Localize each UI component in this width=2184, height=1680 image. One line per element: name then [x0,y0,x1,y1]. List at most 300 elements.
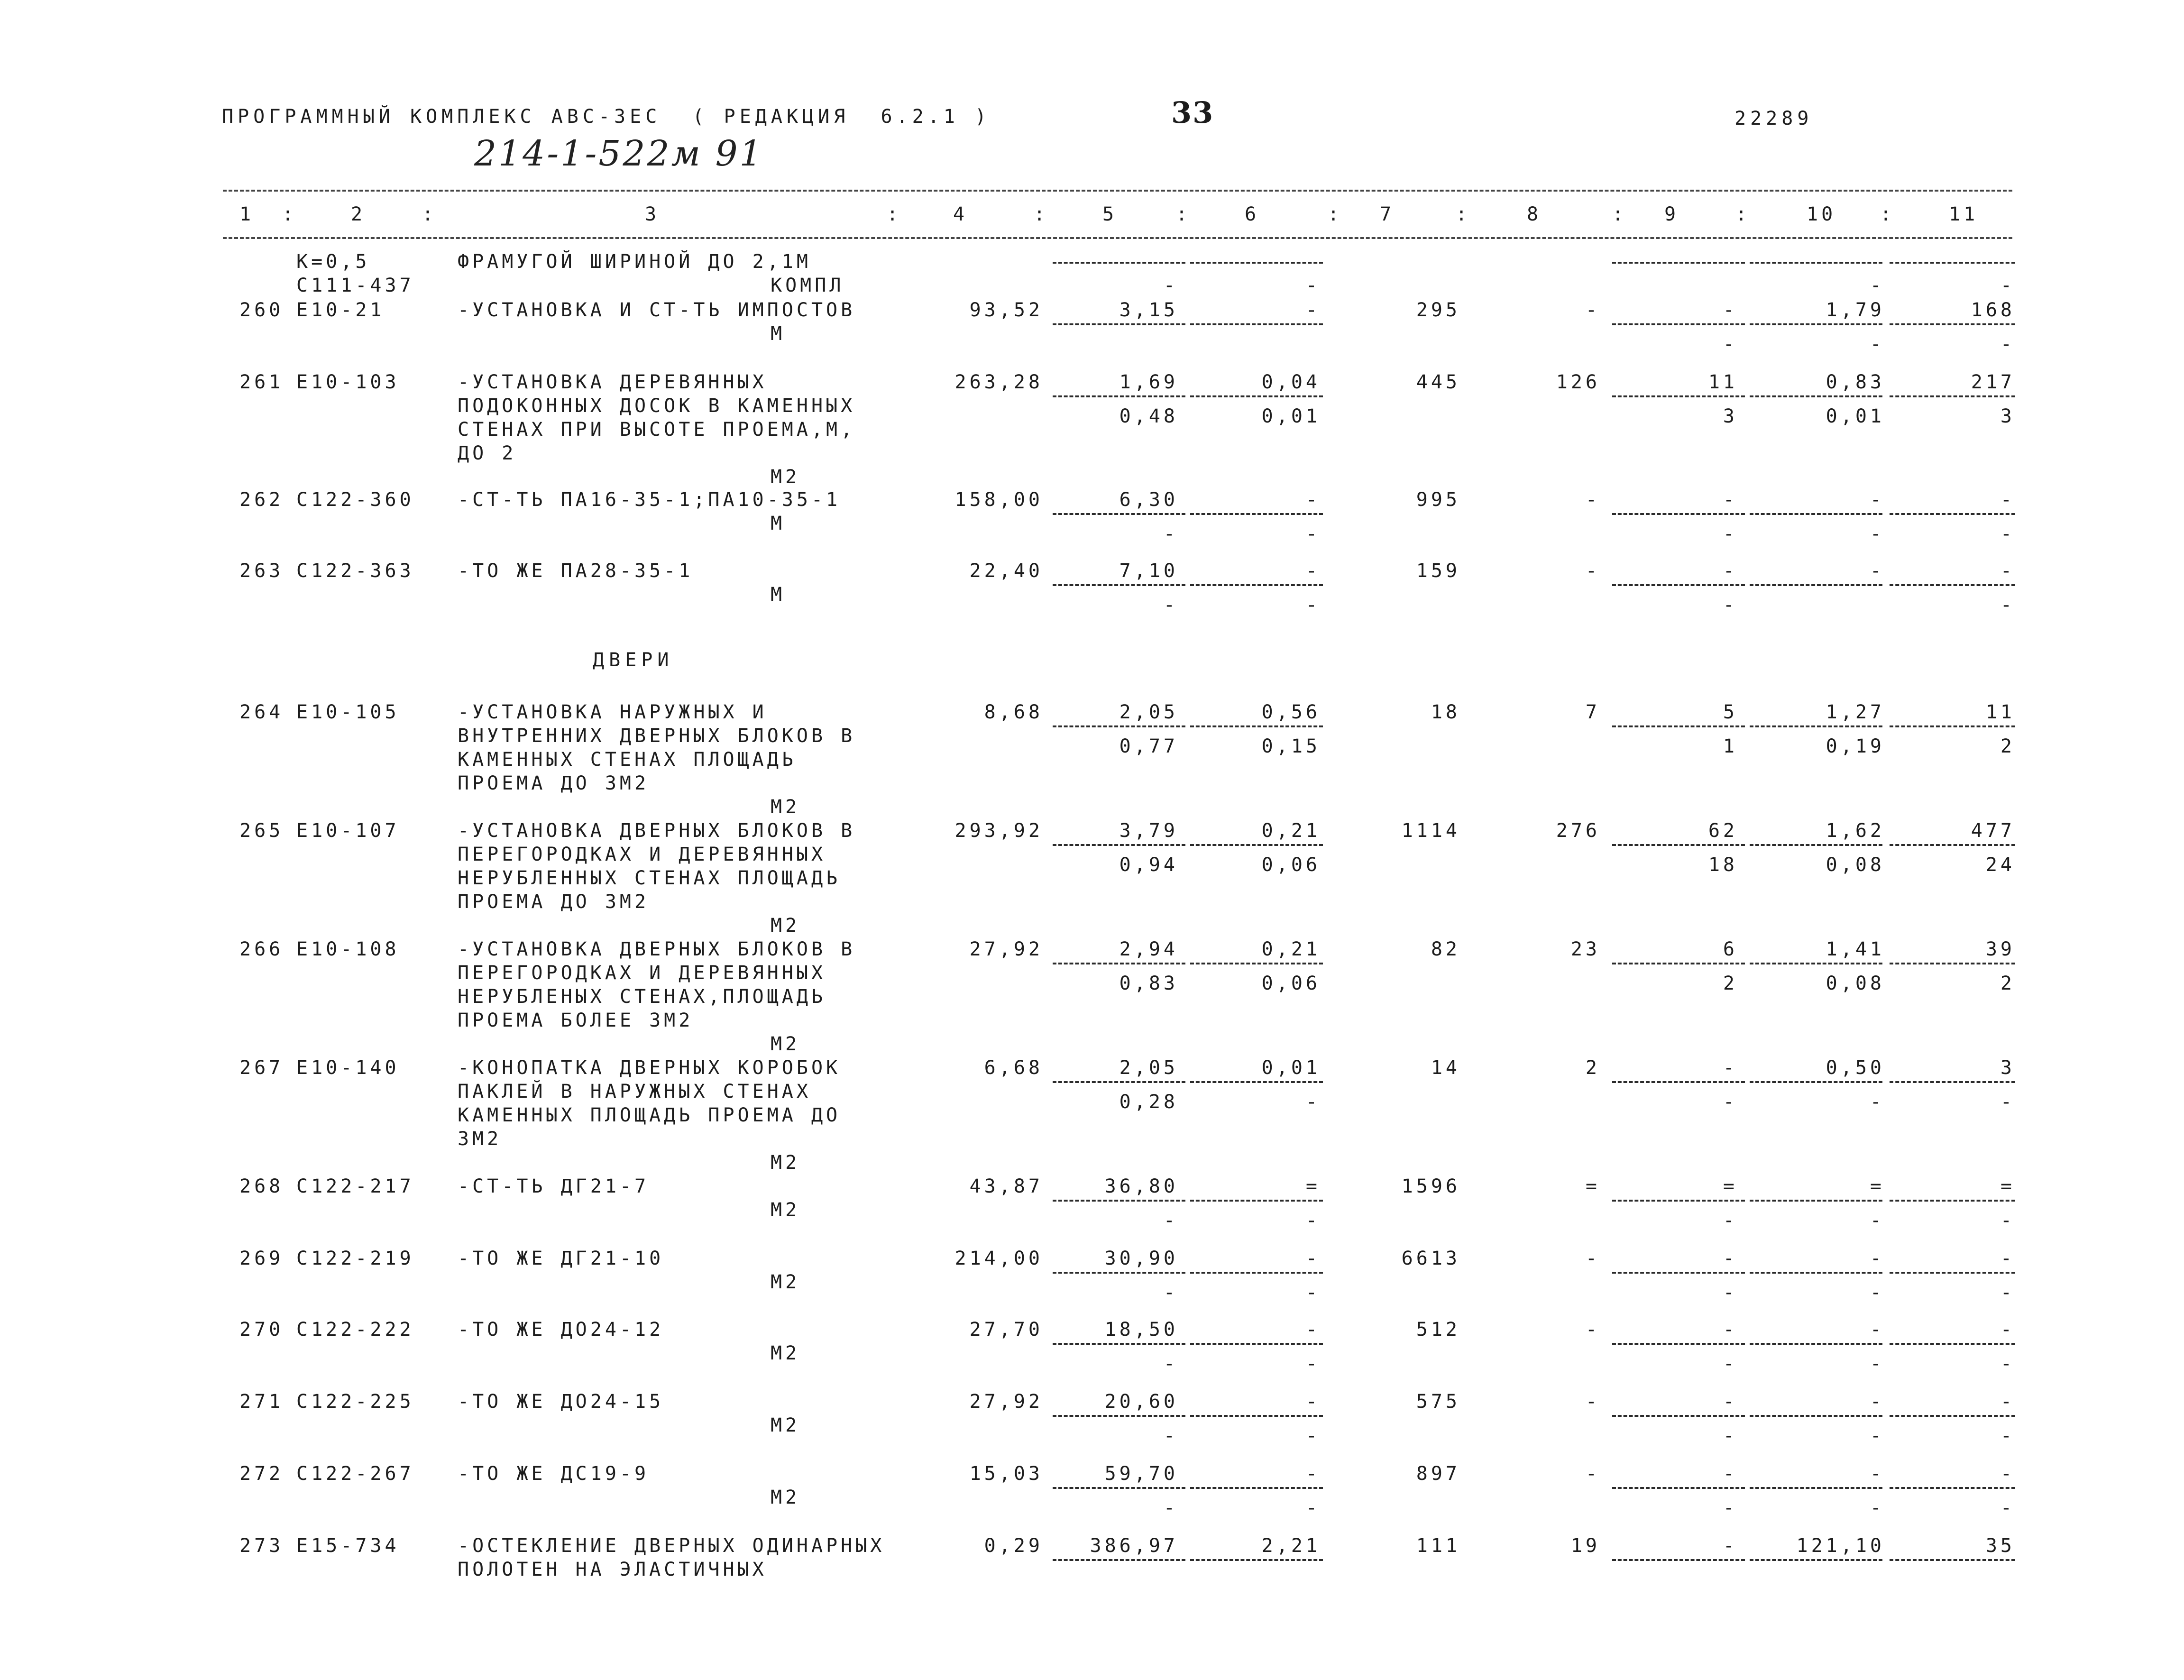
value-col-8: - [1585,1319,1600,1340]
cell-divider-line [1890,1487,2015,1489]
value-col-11-secondary: - [2000,1091,2015,1113]
value-col-10-secondary: - [1870,1210,1885,1231]
value-col-9: - [1723,560,1738,582]
cell-divider-line [1053,1343,1185,1345]
cell-divider-line [1053,1272,1185,1274]
value-col-6: - [1305,489,1321,511]
value-col-5-secondary: - [1163,1497,1178,1519]
cell-divider-line [1053,513,1185,515]
cell-divider-line [1053,963,1185,964]
value-col-6-secondary: - [1305,594,1321,616]
cell-divider-line [1612,513,1745,515]
column-header-cell: : [1034,203,1049,225]
cell-divider-line [1612,725,1745,727]
value-col-9-secondary: - [1723,1497,1738,1519]
cell-divider-line [1190,1415,1323,1417]
value-col-5-secondary: - [1163,523,1178,545]
value-col-6: 0,56 [1261,701,1321,723]
cell-divider-line [1890,1272,2015,1274]
value-col-10-secondary: - [1870,1091,1885,1113]
cell-divider-line [1750,1081,1882,1083]
value-col-7: 1596 [1401,1175,1460,1197]
value-col-10: 1,62 [1826,820,1885,842]
value-col-6: = [1305,1175,1321,1197]
value-col-6-secondary: 0,06 [1261,973,1321,994]
value-col-10-secondary: 0,08 [1826,973,1885,994]
value-col-11: - [2000,560,2015,582]
cell-divider-line [1890,1343,2015,1345]
value-col-5: 2,05 [1119,1057,1178,1079]
value-col-11-secondary: 2 [2000,973,2015,994]
rate-code: С122-363 [296,560,414,582]
value-col-9: - [1723,1391,1738,1413]
value-col-11: 217 [1971,371,2015,393]
column-header-cell: 9 [1664,203,1679,225]
cell-divider-line [1612,1081,1745,1083]
value-col-5: 30,90 [1104,1248,1178,1269]
cell-divider-line [1190,262,1323,264]
cell-divider-line [1890,844,2015,846]
value-col-9: 6 [1723,938,1738,960]
value-col-6: - [1305,1463,1321,1485]
value-col-6: - [1305,1319,1321,1340]
cell-divider-line [1190,1343,1323,1345]
work-description: ПРОЕМА ДО 3М2 [458,772,650,794]
cell-divider-line [1750,395,1882,397]
value-col-8: 2 [1585,1057,1600,1079]
rate-code: С122-267 [296,1463,414,1485]
cell-divider-line [1890,963,2015,964]
value-col-6: 0,21 [1261,938,1321,960]
value-col-5: 1,69 [1119,371,1178,393]
value-col-5: 20,60 [1104,1391,1178,1413]
value-col-9: = [1723,1175,1738,1197]
cell-divider-line [1750,844,1882,846]
cell-divider-line [1612,1559,1745,1561]
work-description: -ТО ЖЕ ДО24-12 [458,1319,664,1340]
value-col-7: 6613 [1401,1248,1460,1269]
column-header-cell: 4 [953,203,968,225]
value-col-5: 6,30 [1119,489,1178,511]
value-col-6: - [1305,560,1321,582]
work-description: -ОСТЕКЛЕНИЕ ДВЕРНЫХ ОДИНАРНЫХ [458,1535,885,1557]
value-col-5: 2,94 [1119,938,1178,960]
value-col-7: 1114 [1401,820,1460,842]
value-col-5: 2,05 [1119,701,1178,723]
cell-divider-line [1750,323,1882,325]
cell-divider-line [1750,584,1882,586]
value-col-6-secondary: 0,15 [1261,735,1321,757]
rate-code: Е10-105 [296,701,400,723]
cell-divider-line [1053,844,1185,846]
unit-of-measure: М2 [771,1271,800,1293]
value-col-5: 18,50 [1104,1319,1178,1340]
value-col-10-secondary: - [1870,1353,1885,1375]
cell-divider-line [1750,963,1882,964]
work-description: ФРАМУГОЙ ШИРИНОЙ ДО 2,1М [458,251,811,273]
cell-divider-line [1053,1415,1185,1417]
value-col-4: 293,92 [954,820,1043,842]
value-col-4: 263,28 [954,371,1043,393]
value-col-8: 19 [1570,1535,1600,1557]
value-col-9: 5 [1723,701,1738,723]
value-col-6: 0,01 [1261,1057,1321,1079]
cell-divider-line [1053,262,1185,264]
rate-code: Е10-107 [296,820,400,842]
column-header-cell: : [282,203,297,225]
value-col-6: - [1305,275,1321,296]
column-header-cell: 8 [1527,203,1542,225]
header-rule-top [223,190,2012,192]
cell-divider-line [1190,1559,1323,1561]
value-col-9-secondary: 2 [1723,973,1738,994]
value-col-4: 27,92 [969,938,1043,960]
work-description: ПОДОКОННЫХ ДОСОК В КАМЕННЫХ [458,395,856,417]
value-col-11: 39 [1985,938,2015,960]
work-description: -ТО ЖЕ ДО24-15 [458,1391,664,1413]
value-col-6: 2,21 [1261,1535,1321,1557]
column-header-cell: : [887,203,902,225]
value-col-11: 35 [1985,1535,2015,1557]
unit-of-measure: М [771,584,786,606]
cell-divider-line [1053,1081,1185,1083]
cell-divider-line [1890,584,2015,586]
value-col-5: 36,80 [1104,1175,1178,1197]
value-col-5-secondary: 0,83 [1119,973,1178,994]
cell-divider-line [1190,725,1323,727]
value-col-6-secondary: - [1305,1210,1321,1231]
cell-divider-line [1053,1200,1185,1202]
value-col-11: - [2000,1248,2015,1269]
cell-divider-line [1890,1200,2015,1202]
work-description: ПРОЕМА ДО 3М2 [458,891,650,913]
value-col-9-secondary: - [1723,1353,1738,1375]
work-description: -СТ-ТЬ ДГ21-7 [458,1175,650,1197]
rate-code: Е10-103 [296,371,400,393]
value-col-11-secondary: 24 [1985,854,2015,876]
value-col-9: 62 [1708,820,1738,842]
row-number: 264 [239,701,284,723]
value-col-8: - [1585,299,1600,321]
unit-of-measure: М [771,323,786,345]
column-header-cell: : [1328,203,1343,225]
row-number: 262 [239,489,284,511]
value-col-7: 14 [1431,1057,1460,1079]
value-col-10: - [1870,1463,1885,1485]
row-number: 273 [239,1535,284,1557]
column-header-cell: : [1612,203,1627,225]
value-col-11-secondary: - [2000,333,2015,355]
value-col-9-secondary: - [1723,594,1738,616]
value-col-6: - [1305,1248,1321,1269]
rate-code: Е10-108 [296,938,400,960]
value-col-4: 158,00 [954,489,1043,511]
value-col-9: 11 [1708,371,1738,393]
cell-divider-line [1750,262,1882,264]
cell-divider-line [1053,395,1185,397]
value-col-5: 7,10 [1119,560,1178,582]
value-col-4: 15,03 [969,1463,1043,1485]
cell-divider-line [1750,1487,1882,1489]
rate-code: С122-360 [296,489,414,511]
value-col-6: 0,21 [1261,820,1321,842]
column-header-cell: 3 [645,203,660,225]
value-col-6-secondary: - [1305,1282,1321,1304]
cell-divider-line [1053,323,1185,325]
cell-divider-line [1053,725,1185,727]
cell-divider-line [1750,1415,1882,1417]
value-col-5: 3,15 [1119,299,1178,321]
cell-divider-line [1612,584,1745,586]
cell-divider-line [1750,1343,1882,1345]
value-col-11-secondary: - [2000,523,2015,545]
column-header-cell: : [1880,203,1895,225]
value-col-4: 214,00 [954,1248,1043,1269]
value-col-9: - [1723,1463,1738,1485]
cell-divider-line [1890,262,2015,264]
unit-of-measure: М [771,513,786,534]
column-header-cell: : [422,203,437,225]
work-description: СТЕНАХ ПРИ ВЫСОТЕ ПРОЕМА,М, [458,419,856,441]
column-header-cell: : [1176,203,1191,225]
rate-code: Е15-734 [296,1535,400,1557]
value-col-9: - [1723,1319,1738,1340]
value-col-8: 126 [1556,371,1600,393]
value-col-11-secondary: - [2000,1282,2015,1304]
value-col-8: 276 [1556,820,1600,842]
value-col-5-secondary: - [1163,1353,1178,1375]
work-description: ПРОЕМА БОЛЕЕ 3М2 [458,1010,694,1031]
value-col-7: 445 [1416,371,1460,393]
unit-of-measure: КОМПЛ [771,275,844,296]
work-description: -УСТАНОВКА НАРУЖНЫХ И [458,701,767,723]
cell-divider-line [1890,1081,2015,1083]
rate-code: С122-217 [296,1175,414,1197]
unit-of-measure: М2 [771,915,800,936]
value-col-10: - [1870,489,1885,511]
value-col-9-secondary: - [1723,1091,1738,1113]
cell-divider-line [1750,725,1882,727]
cell-divider-line [1190,1272,1323,1274]
cell-divider-line [1612,1272,1745,1274]
cell-divider-line [1190,395,1323,397]
work-description: ПЕРЕГОРОДКАХ И ДЕРЕВЯННЫХ [458,844,826,865]
value-col-11: - [2000,1319,2015,1340]
value-col-4: 6,68 [984,1057,1043,1079]
value-col-10: = [1870,1175,1885,1197]
value-col-7: 995 [1416,489,1460,511]
value-col-5-secondary: 0,94 [1119,854,1178,876]
work-description: -ТО ЖЕ ДС19-9 [458,1463,650,1485]
column-header-cell: 2 [351,203,366,225]
cell-divider-line [1890,395,2015,397]
program-header: ПРОГРАММНЫЙ КОМПЛЕКС АВС-ЗЕС ( РЕДАКЦИЯ 6.2.1 ) [222,106,991,128]
rate-code: С122-222 [296,1319,414,1340]
row-number: 260 [239,299,284,321]
column-header-cell: 1 [239,203,255,225]
unit-of-measure: М2 [771,1342,800,1364]
value-col-5-secondary: - [1163,594,1178,616]
handwritten-note: 214-1-522м 91 [474,133,764,174]
value-col-11: 11 [1985,701,2015,723]
cell-divider-line [1612,395,1745,397]
value-col-5-secondary: - [1163,1282,1178,1304]
cell-divider-line [1750,1559,1882,1561]
row-number: 267 [239,1057,284,1079]
value-col-6-secondary: - [1305,1497,1321,1519]
cell-divider-line [1612,1415,1745,1417]
work-description: -КОНОПАТКА ДВЕРНЫХ КОРОБОК [458,1057,841,1079]
value-col-6-secondary: - [1305,523,1321,545]
work-description: -ТО ЖЕ ПА28-35-1 [458,560,694,582]
cell-divider-line [1612,1343,1745,1345]
value-col-11: - [2000,1463,2015,1485]
value-col-4: 0,29 [984,1535,1043,1557]
value-col-9-secondary: - [1723,523,1738,545]
value-col-5: 59,70 [1104,1463,1178,1485]
value-col-4: 93,52 [969,299,1043,321]
value-col-11: - [2000,489,2015,511]
value-col-9-secondary: 1 [1723,735,1738,757]
value-col-6: - [1305,1391,1321,1413]
work-description: ВНУТРЕННИХ ДВЕРНЫХ БЛОКОВ В [458,725,856,747]
column-header-cell: 6 [1245,203,1260,225]
rate-code: С122-219 [296,1248,414,1269]
cell-divider-line [1890,1415,2015,1417]
value-col-11: 477 [1971,820,2015,842]
work-description: -ТО ЖЕ ДГ21-10 [458,1248,664,1269]
value-col-5-secondary: 0,48 [1119,405,1178,427]
rate-code: С111-437 [296,275,414,296]
value-col-11: = [2000,1175,2015,1197]
value-col-10: 0,83 [1826,371,1885,393]
cell-divider-line [1190,513,1323,515]
value-col-10: 1,79 [1826,299,1885,321]
value-col-11: 168 [1971,299,2015,321]
work-description: ПЕРЕГОРОДКАХ И ДЕРЕВЯННЫХ [458,962,826,984]
cell-divider-line [1190,1081,1323,1083]
value-col-5-secondary: 0,28 [1119,1091,1178,1113]
value-col-11: - [2000,275,2015,296]
cell-divider-line [1190,1487,1323,1489]
column-header-cell: 11 [1949,203,1979,225]
work-description: КАМЕННЫХ СТЕНАХ ПЛОЩАДЬ [458,749,797,771]
value-col-5: 386,97 [1090,1535,1178,1557]
value-col-5-secondary: - [1163,1210,1178,1231]
value-col-8: 7 [1585,701,1600,723]
cell-divider-line [1890,725,2015,727]
cell-divider-line [1612,844,1745,846]
cell-divider-line [1190,844,1323,846]
cell-divider-line [1890,323,2015,325]
cell-divider-line [1750,1272,1882,1274]
work-description: ПАКЛЕЙ В НАРУЖНЫХ СТЕНАХ [458,1081,811,1102]
value-col-11-secondary: 2 [2000,735,2015,757]
column-header-cell: 7 [1380,203,1395,225]
work-description: -УСТАНОВКА И СТ-ТЬ ИМПОСТОВ [458,299,856,321]
value-col-9-secondary: 3 [1723,405,1738,427]
work-description: КАМЕННЫХ ПЛОЩАДЬ ПРОЕМА ДО [458,1104,841,1126]
unit-of-measure: М2 [771,1152,800,1174]
rate-code: К=0,5 [296,251,370,273]
value-col-6: 0,04 [1261,371,1321,393]
value-col-10: - [1870,1391,1885,1413]
value-col-10-secondary: 0,08 [1826,854,1885,876]
value-col-9: - [1723,489,1738,511]
unit-of-measure: М2 [771,796,800,818]
work-description: НЕРУБЛЕННЫХ СТЕНАХ ПЛОЩАДЬ [458,867,841,889]
value-col-6-secondary: - [1305,1353,1321,1375]
value-col-6-secondary: 0,01 [1261,405,1321,427]
value-col-10: - [1870,1319,1885,1340]
work-description: 3М2 [458,1128,502,1150]
value-col-10: - [1870,275,1885,296]
value-col-7: 575 [1416,1391,1460,1413]
cell-divider-line [1612,323,1745,325]
value-col-11-secondary: - [2000,1425,2015,1447]
value-col-6-secondary: 0,06 [1261,854,1321,876]
value-col-7: 512 [1416,1319,1460,1340]
value-col-10: 1,41 [1826,938,1885,960]
section-title: ДВЕРИ [593,649,674,671]
row-number: 261 [239,371,284,393]
value-col-7: 159 [1416,560,1460,582]
value-col-10-secondary: - [1870,333,1885,355]
value-col-8: - [1585,1463,1600,1485]
value-col-9: - [1723,1057,1738,1079]
value-col-10-secondary: 0,19 [1826,735,1885,757]
row-number: 265 [239,820,284,842]
unit-of-measure: М2 [771,1199,800,1221]
cell-divider-line [1190,1200,1323,1202]
work-description: ДО 2 [458,442,517,464]
row-number: 266 [239,938,284,960]
cell-divider-line [1190,963,1323,964]
value-col-8: - [1585,560,1600,582]
row-number: 268 [239,1175,284,1197]
column-header-cell: 10 [1807,203,1836,225]
cell-divider-line [1890,513,2015,515]
value-col-6-secondary: - [1305,1091,1321,1113]
value-col-9-secondary: - [1723,333,1738,355]
value-col-6: - [1305,299,1321,321]
value-col-10: 1,27 [1826,701,1885,723]
document-code: 22289 [1734,108,1813,129]
row-number: 269 [239,1248,284,1269]
value-col-10-secondary: 0,01 [1826,405,1885,427]
work-description: -СТ-ТЬ ПА16-35-1;ПА10-35-1 [458,489,841,511]
value-col-4: 43,87 [969,1175,1043,1197]
cell-divider-line [1190,323,1323,325]
cell-divider-line [1190,584,1323,586]
value-col-4: 27,92 [969,1391,1043,1413]
unit-of-measure: М2 [771,1033,800,1055]
unit-of-measure: М2 [771,1487,800,1508]
value-col-11-secondary: - [2000,1497,2015,1519]
cell-divider-line [1750,513,1882,515]
value-col-4: 27,70 [969,1319,1043,1340]
value-col-8: - [1585,1248,1600,1269]
value-col-7: 111 [1416,1535,1460,1557]
page-number: 33 [1171,95,1214,130]
value-col-4: 22,40 [969,560,1043,582]
cell-divider-line [1612,963,1745,964]
value-col-11: - [2000,1391,2015,1413]
value-col-9-secondary: 18 [1708,854,1738,876]
rate-code: Е10-140 [296,1057,400,1079]
value-col-11-secondary: - [2000,594,2015,616]
value-col-10-secondary: - [1870,523,1885,545]
